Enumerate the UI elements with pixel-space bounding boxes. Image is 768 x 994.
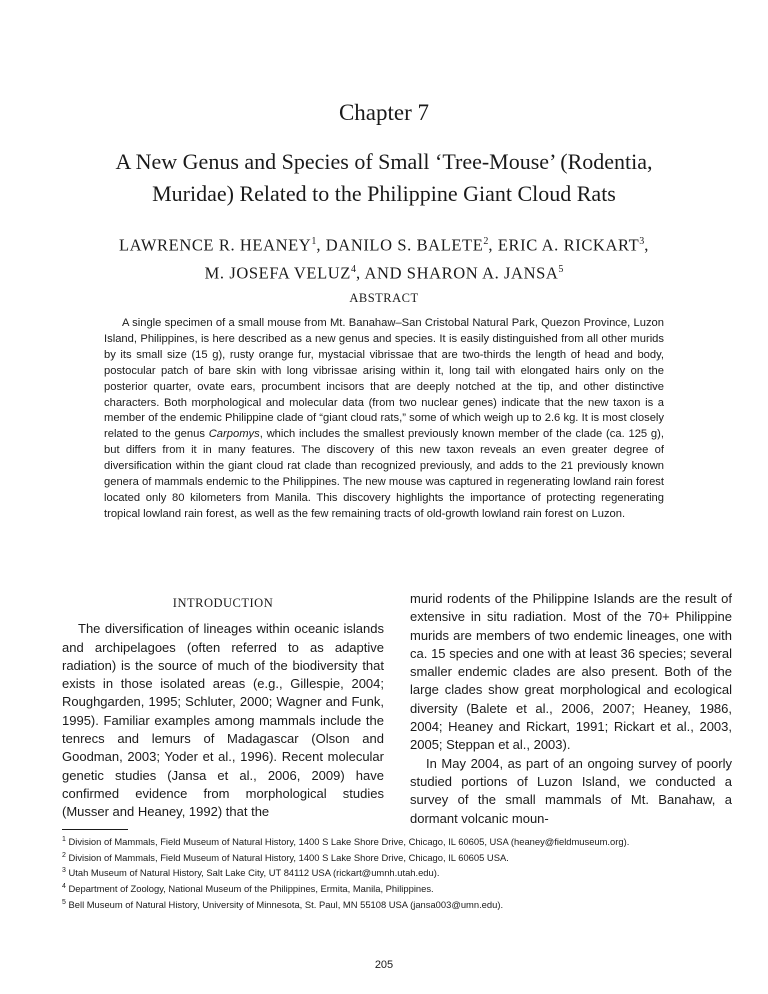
footnotes: [62, 833, 732, 912]
author-line-2: M. JOSEFA VELUZ$^4$, AND SHARON A. JANSA$^5$: [204, 263, 564, 282]
footnote: [62, 864, 732, 880]
author-line-1: LAWRENCE R. HEANEY$^1$, DANILO S. BALETE$^2$, ERIC A. RICKART$^3$,: [118, 235, 649, 255]
author-affiliation-mark: 2: [483, 236, 489, 247]
footnote: [62, 896, 732, 912]
author-name: DANILO S. BALETE: [325, 235, 484, 255]
chapter-label: Chapter 7: [338, 100, 430, 125]
body-paragraph: The diversification of lineages within oceanic islands and archipelagoes (often referred to as adaptive radiation) is the source of much of the biodiversity that exists in those isolated areas (e.g., Gillespie, 2004; Roughgarden, 1995; Schluter, 2000; Wagner and Funk, 1995). Familiar examples among mammals include the tenrecs and lemurs of Madagascar (Olson and Goodman, 2003; Yoder et al., 1996). Recent molecular genetic studies (Jansa et al., 2006, 2009) have confirmed evidence from morphological studies (Musser and Heaney, 1992) that the: [62, 621, 384, 820]
right-column: [410, 590, 732, 828]
author-name: AND SHARON A. JANSA: [364, 263, 559, 282]
author-name: ERIC A. RICKART: [497, 235, 640, 255]
footnote-text: Department of Zoology, National Museum of the Philippines, Ermita, Manila, Philippines.: [68, 883, 434, 895]
title-line-1: A New Genus and Species of Small ‘Tree-Mouse’ (Rodentia,: [115, 149, 653, 174]
footnote: [62, 849, 732, 865]
footnote-text: Division of Mammals, Field Museum of Natural History, 1400 S Lake Shore Drive, Chicago, IL 60605 USA.: [68, 851, 509, 863]
introduction-heading: INTRODUCTION: [172, 596, 274, 610]
author-affiliation-mark: 4: [350, 263, 356, 275]
abstract-text-part: , which includes the smallest previously known member of the clade (ca. 125 g), but differs from it in many features. The discovery of this new taxon reveals an even greater degree of diversification within the giant cloud rat clade than recognized previously, and adds to the 21 previously known genera of mammals endemic to the Philippines. The new mouse was captured in regenerating lowland rain forest located only 80 kilometers from Manila. This discovery highlights the importance of protecting regenerating tropical lowland rain forest, as well as the few remaining tracts of old-growth lowland rain forest on Luzon.: [104, 428, 664, 520]
footnote-number: 2: [62, 851, 66, 859]
footnote-text: Division of Mammals, Field Museum of Natural History, 1400 S Lake Shore Drive, Chicago, IL 60605, USA (heaney@fieldmuseum.org).: [68, 836, 630, 848]
author-list: [60, 230, 708, 285]
abstract-heading: ABSTRACT: [349, 291, 419, 305]
author-affiliation-mark: 5: [558, 263, 564, 275]
footnote: [62, 880, 732, 896]
title-line-2: Muridae) Related to the Philippine Giant Cloud Rats: [152, 181, 616, 206]
footnote-number: 3: [62, 867, 66, 875]
footnote-number: 5: [62, 898, 66, 906]
footnote-text: Utah Museum of Natural History, Salt Lake City, UT 84112 USA (rickart@umnh.utah.edu).: [68, 867, 440, 879]
author-affiliation-mark: 3: [639, 236, 645, 247]
author-name: M. JOSEFA VELUZ: [204, 263, 351, 282]
page-number: 205: [374, 959, 394, 971]
author-affiliation-mark: 1: [311, 236, 317, 247]
author-name: LAWRENCE R. HEANEY: [118, 235, 312, 255]
abstract-text-part: A single specimen of a small mouse from Mt. Banahaw–San Cristobal Natural Park, Quezon Province, Luzon Island, Philippines, is here described as a new genus and species. It is easily distinguished from all other murids by its small size (15 g), rusty orange fur, mystacial vibrissae that are two-thirds the length of head and body, postocular patch of bare skin with long vibrissae arising within it, long tail with elongated hairs only on the posterior quarter, ovate ears, procumbent incisors that are deeply notched at the tip, and other distinctive characters. Both morphological and molecular data (from two nuclear genes) indicate that the new taxon is a member of the endemic Philippine clade of “giant cloud rats,” some of which weigh up to 2.6 kg. It is most closely related to the genus: [104, 317, 664, 441]
body-paragraph: murid rodents of the Philippine Islands are the result of extensive in situ radiation. Most of the 70+ Philippine murids are members of two endemic lineages, one with ca. 15 species and one with at least 36 species; several smaller endemic clades are also present. Both of the large clades show great morphological and ecological diversity (Balete et al., 2006, 2007; Heaney, 1986, 2004; Heaney and Rickart, 1991; Rickart et al., 2003, 2005; Steppan et al., 2003).: [410, 591, 732, 753]
body-paragraph: In May 2004, as part of an ongoing survey of poorly studied portions of Luzon Island, we conducted a survey of the small mammals of Mt. Banahaw, a dormant volcanic moun-: [410, 755, 732, 826]
footnote: [62, 833, 732, 849]
article-title: [70, 146, 698, 210]
footnote-number: 1: [62, 836, 66, 843]
abstract-text: [104, 316, 664, 523]
footnote-rule: [62, 829, 128, 830]
genus-name: Carpomys: [208, 428, 260, 441]
left-column: [62, 594, 384, 822]
footnote-text: Bell Museum of Natural History, University of Minnesota, St. Paul, MN 55108 USA (jansa003@umn.edu).: [68, 899, 504, 910]
footnote-number: 4: [62, 883, 66, 891]
